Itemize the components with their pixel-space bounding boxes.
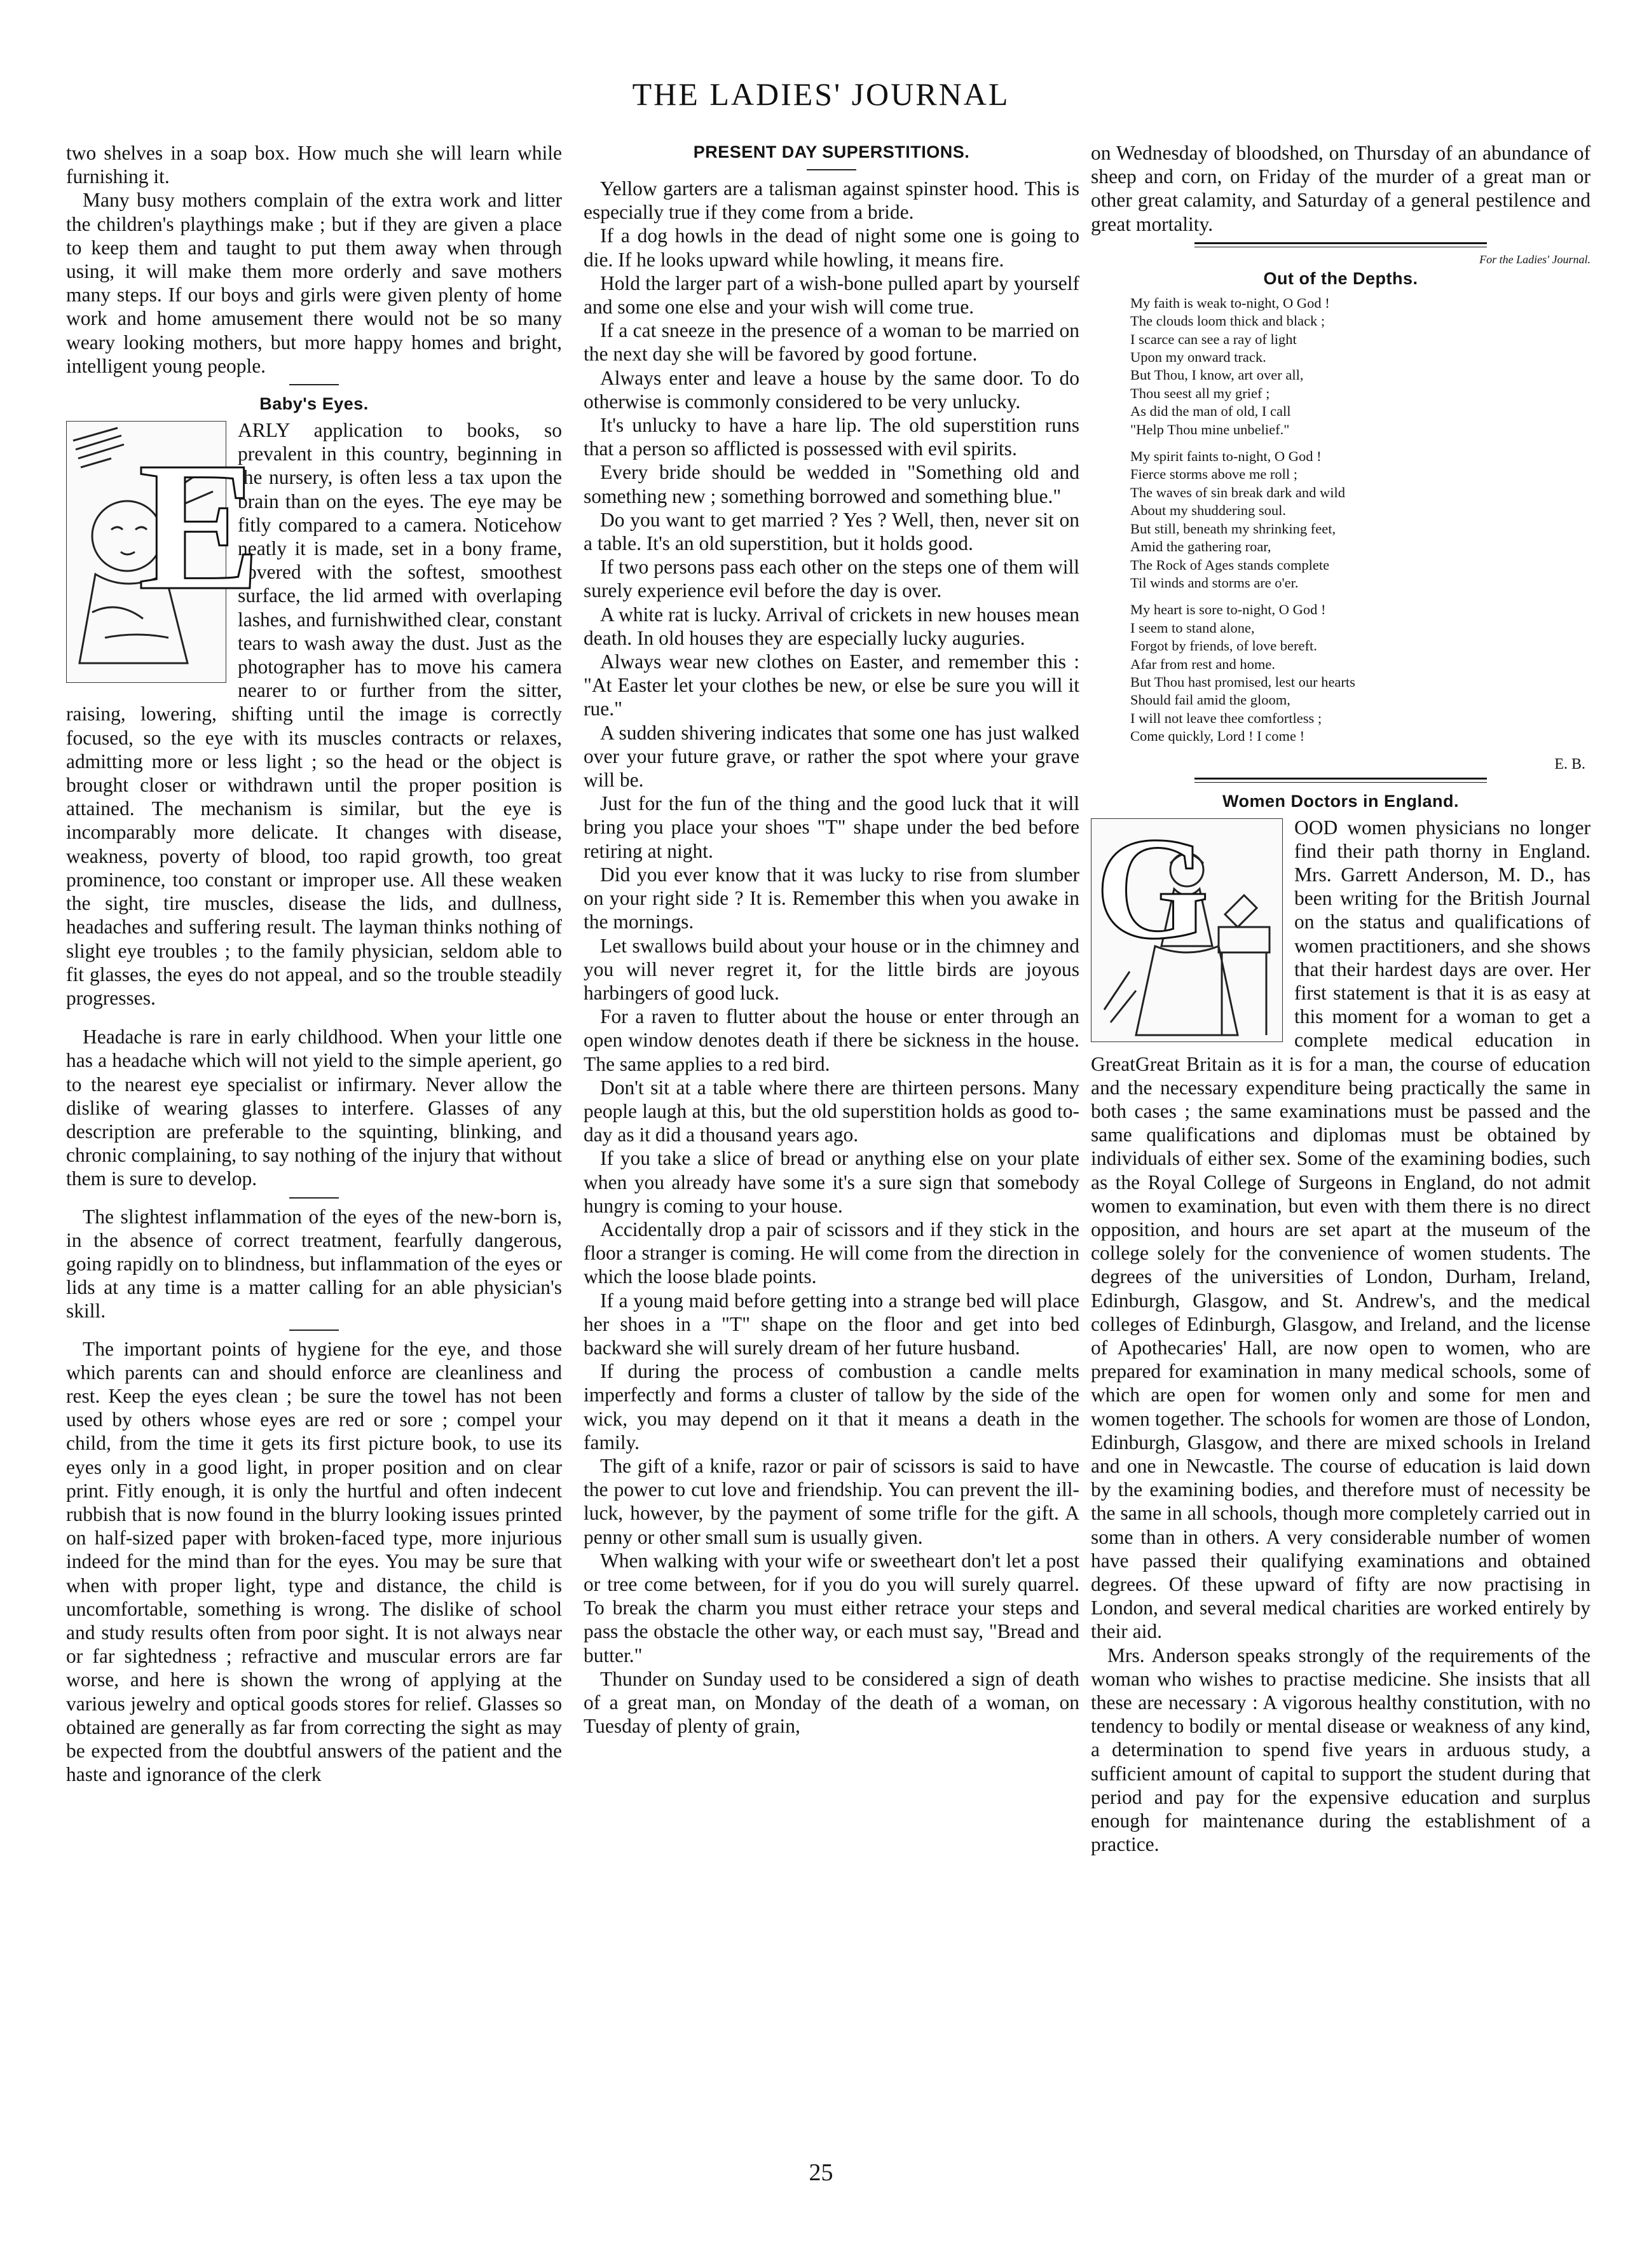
poem-line: I will not leave thee comfortless ; bbox=[1130, 710, 1322, 726]
masthead: THE LADIES' JOURNAL bbox=[632, 76, 1010, 112]
superstition-paragraph: If a dog howls in the dead of night some one is going to die. If he looks upward while howling, it means fire. bbox=[584, 224, 1079, 271]
poem-line: Come quickly, Lord ! I come ! bbox=[1130, 728, 1305, 745]
separator-rule bbox=[807, 169, 856, 170]
double-rule bbox=[1194, 242, 1487, 247]
article-paragraph: OOD women physicians no longer find their path thorny in England. Mrs. Garrett Anderson, M. D., has been writing for the British Journal on the status and qualifications of women practitioners, and she shows that their hardest days are over. Her first statement is that it is as easy at this moment for a woman to get a complete medical education in GreatGreat Britain as it is for a man, the course of education and the necessary expenditure being practically the same in both cases ; the same examinations must be passed and the same qualifications and diplomas must be obtained by individuals of either sex. Some of the examining bodies, such as the Royal College of Surgeons in England, do not admit women to examination, but even with them there is no direct opposition, and hours are set apart at the museum of the college solely for the convenience of women students. The degrees of the universities of London, Durham, Ireland, Edinburgh, Glasgow, and St. Andrew's, and the medical colleges of Edinburgh, Glasgow, and Ireland, and the license of Apothecaries' Hall, are now open to women, who are prepared for examination in many medical schools, some of which are open for women only and some for men and women together. The schools for women are those of London, Edinburgh, Glasgow, and there are mixed schools in Ireland and one in Newcastle. The course of education is laid down by the examining bodies, and therefore must of necessity be the same in all schools, though more completely carried out in some than in others. A very considerable number of women have passed their qualifying examinations and obtained degrees. Of these upward of fifty are now practising in London, and several medical charities are worked entirely by their aid. bbox=[1091, 816, 1591, 1643]
article-paragraph: ARLY application to books, so prevalent in this country, beginning in the nursery, is often less a tax upon the brain than on the eyes. The eye may be fitly compared to a camera. Noticehow neatly it is made, set in a bony frame, covered with the softest, smoothest surface, the lid armed with overlaping lashes, and furnishwithed clear, constant tears to wash away the dust. Just as the photographer has to move his camera nearer to or further from the sitter, raising, lowering, shifting until the image is correctly focused, so the eye with its muscles contracts or relaxes, admitting more or less light ; so the head or the object is brought closer or withdrawn until the proper position is attained. The mechanism is similar, but the eye is incomparably more delicate. It changes with disease, weakness, poverty of blood, too rapid growth, too great prominence, too constant or improper use. All these weaken the sight, tire muscles, disease the lids, and dullness, headaches and suffering result. The layman thinks nothing of slight eye troubles ; to the family physician, seldom able to fit glasses, the eyes do not appeal, and so the trouble steadily progresses. bbox=[66, 419, 562, 1009]
drop-cap-letter: G bbox=[1095, 806, 1209, 969]
article-paragraph: The slightest inflammation of the eyes of the new-born is, in the absence of correct treatment, fearfully dangerous, going rapidly on to blindness, but inflammation of the eyes or lids at any time is a matter calling for an able physician's skill. bbox=[66, 1205, 562, 1323]
poem-line: My spirit faints to-night, O God ! bbox=[1130, 448, 1322, 465]
poem-stanza bbox=[1130, 294, 1591, 439]
poem-line: I scarce can see a ray of light bbox=[1130, 331, 1297, 347]
column-left bbox=[66, 141, 562, 2201]
superstition-paragraph: Always enter and leave a house by the same door. To do otherwise is commonly considered to be very unlucky. bbox=[584, 366, 1079, 413]
poem-line: As did the man of old, I call bbox=[1130, 403, 1291, 420]
poem-line: Forgot by friends, of love bereft. bbox=[1130, 638, 1317, 654]
poem-line: But Thou, I know, art over all, bbox=[1130, 367, 1304, 383]
superstition-paragraph: Do you want to get married ? Yes ? Well, then, never sit on a table. It's an old superstition, but it holds good. bbox=[584, 508, 1079, 555]
poem-line: Til winds and storms are o'er. bbox=[1130, 574, 1299, 591]
superstition-paragraph: If a young maid before getting into a strange bed will place her shoes in a "T" shape on the floor and get into bed backward she will surely dream of her future husband. bbox=[584, 1289, 1079, 1359]
poem-line: About my shuddering soul. bbox=[1130, 502, 1286, 519]
poem-line: The waves of sin break dark and wild bbox=[1130, 484, 1346, 500]
superstition-paragraph: A white rat is lucky. Arrival of crickets in new houses mean death. In old houses they are especially lucky auguries. bbox=[584, 603, 1079, 649]
page-number: 25 bbox=[809, 2159, 833, 2186]
superstition-paragraph: Every bride should be wedded in "Something old and something new ; something borrowed and something blue." bbox=[584, 461, 1079, 507]
superstition-paragraph: Accidentally drop a pair of scissors and if they stick in the floor a stranger is coming. He will come from the direction in which the loose blade points. bbox=[584, 1218, 1079, 1288]
poem-line: Fierce storms above me roll ; bbox=[1130, 466, 1298, 483]
superstition-paragraph: Did you ever know that it was lucky to rise from slumber on your right side ? It is. Remember this when you awake in the mornings. bbox=[584, 863, 1079, 933]
superstition-paragraph: Hold the larger part of a wish-bone pulled apart by yourself and some one else and your wish will come true. bbox=[584, 271, 1079, 319]
article-paragraph: The important points of hygiene for the eye, and those which parents can and should enforce are cleanliness and rest. Keep the eyes clean ; be sure the towel has not been used by others whose eyes are red or sore ; compel your child, from the time it gets its first picture book, to use its eyes only in a good light, in proper position and on clear print. Fitly enough, it is only the hurtful and often indecent rubbish that is now found in the blurry looking issues printed on half-sized paper with broken-faced type, more injurious indeed for the mind than for the eyes. You may be sure that when with proper light, type and distance, the child is uncomfortable, something is wrong. The dislike of school and study results often from poor sight. It is not always near or far sightedness ; refractive and muscular errors are far worse, and here is shown the wrong of applying at the various jewelry and optical goods stores for relief. Glasses so obtained are generally as far from correcting the sight as may be expected from the doubtful answers of the patient and the haste and ignorance of the clerk bbox=[66, 1337, 562, 1786]
poem-stanza bbox=[1130, 448, 1591, 592]
superstition-paragraph: Yellow garters are a talisman against spinster hood. This is especially true if they come from a bride. bbox=[584, 177, 1079, 224]
poem-line: Should fail amid the gloom, bbox=[1130, 692, 1290, 708]
separator-rule bbox=[289, 1197, 339, 1199]
poem-line: "Help Thou mine unbelief." bbox=[1130, 421, 1290, 437]
article-paragraph: Many busy mothers complain of the extra work and litter the children's playthings make ; but if they are given a place to keep them and taught to put them away when through using, it will make them more orderly and save mothers many steps. If our boys and girls were given plenty of home work and home amusement there would not be so many weary looking mothers, but more happy homes and bright, intelligent young people. bbox=[66, 189, 562, 377]
poem bbox=[1130, 294, 1591, 746]
superstition-paragraph: It's unlucky to have a hare lip. The old superstition runs that a person so afflicted is possessed with evil spirits. bbox=[584, 414, 1079, 460]
article-paragraph: Headache is rare in early childhood. When your little one has a headache which will not yield to the simple aperient, go to the nearest eye specialist or infirmary. Never allow the dislike of wearing glasses to interfere. Glasses of any description are preferable to the squinting, blinking, and chronic complaining, to say nothing of the injury that without them is sure to develop. bbox=[66, 1026, 562, 1190]
separator-rule bbox=[289, 384, 339, 385]
poem-signature: E. B. bbox=[1554, 755, 1585, 773]
superstition-paragraph: The gift of a knife, razor or pair of scissors is said to have the power to cut love and friendship. You can prevent the ill-luck, however, by the payment of some trifle for the gift. A penny or other small sum is usually given. bbox=[584, 1454, 1079, 1548]
superstition-paragraph: For a raven to flutter about the house or enter through an open window denotes death if there be sickness in the house. The same applies to a red bird. bbox=[584, 1005, 1079, 1075]
superstition-paragraph: Don't sit at a table where there are thirteen persons. Many people laugh at this, but the old superstition holds as good to-day as it did a thousand years ago. bbox=[584, 1076, 1079, 1146]
superstition-paragraph: If two persons pass each other on the steps one of them will surely experience evil before the day is over. bbox=[584, 556, 1079, 602]
poem-credit: For the Ladies' Journal. bbox=[1479, 252, 1591, 266]
superstition-paragraph: If you take a slice of bread or anything else on your plate when you already have some it's a sure sign that somebody hungry is coming to your house. bbox=[584, 1147, 1079, 1217]
superstition-paragraph: Just for the fun of the thing and the good luck that it will bring you place your shoes "T" shape under the bed before retiring at night. bbox=[584, 792, 1079, 862]
article-heading-babys-eyes: Baby's Eyes. bbox=[259, 394, 369, 414]
poem-line: But Thou hast promised, lest our hearts bbox=[1130, 673, 1355, 690]
article-heading-superstitions: PRESENT DAY SUPERSTITIONS. bbox=[693, 142, 970, 162]
drop-cap-illustration bbox=[1091, 806, 1283, 1042]
superstition-paragraph: If during the process of combustion a candle melts imperfectly and forms a cluster of tallow by the side of the wick, you may depend on it that it means a death in the family. bbox=[584, 1360, 1079, 1454]
column-right bbox=[1091, 141, 1591, 2201]
superstition-paragraph: Let swallows build about your house or in the chimney and you will never regret it, for the little birds are joyous harbingers of good luck. bbox=[584, 934, 1079, 1004]
poem-title: Out of the Depths. bbox=[1263, 268, 1418, 288]
poem-line: My heart is sore to-night, O God ! bbox=[1130, 601, 1326, 618]
article-paragraph: two shelves in a soap box. How much she will learn while furnishing it. bbox=[66, 142, 562, 188]
superstition-paragraph: A sudden shivering indicates that some one has just walked over your future grave, or rather the spot where your grave will be. bbox=[584, 721, 1079, 792]
drop-cap-letter: E bbox=[138, 424, 261, 629]
double-rule bbox=[1194, 778, 1487, 783]
poem-line: Thou seest all my grief ; bbox=[1130, 385, 1270, 401]
superstition-paragraph: When walking with your wife or sweetheart don't let a post or tree come between, for if you do you will surely quarrel. To break the charm you must either retrace your steps and pass the obstacle the other way, or each must say, "Bread and butter." bbox=[584, 1549, 1079, 1667]
superstition-paragraph: If a cat sneeze in the presence of a woman to be married on the next day she will be favored by good fortune. bbox=[584, 319, 1079, 366]
article-heading-women-doctors: Women Doctors in England. bbox=[1222, 791, 1460, 811]
baby-illustration bbox=[66, 421, 261, 683]
superstition-paragraph: Thunder on Sunday used to be considered a sign of death of a great man, on Monday of the death of a woman, on Tuesday of plenty of grain, bbox=[584, 1667, 1079, 1738]
article-paragraph: Mrs. Anderson speaks strongly of the requirements of the woman who wishes to practise medicine. She insists that all these are necessary : A vigorous healthy constitution, with no tendency to bodily or mental disease or weakness of any kind, a determination to spend five years in arduous study, a sufficient amount of capital to support the student during that period and pay for the expensive education and surplus enough for maintenance during the establishment of a practice. bbox=[1091, 1644, 1591, 1856]
poem-line: I seem to stand alone, bbox=[1130, 619, 1255, 636]
superstitions-list bbox=[584, 177, 1079, 1738]
poem-line: The Rock of Ages stands complete bbox=[1130, 556, 1330, 573]
poem-line: My faith is weak to-night, O God ! bbox=[1130, 294, 1330, 311]
separator-rule bbox=[289, 1330, 339, 1331]
poem-line: Amid the gathering roar, bbox=[1130, 539, 1271, 555]
article-paragraph: on Wednesday of bloodshed, on Thursday of an abundance of sheep and corn, on Friday of the murder of a great man or other great calamity, and Saturday of a general pestilence and great mortality. bbox=[1091, 142, 1591, 235]
poem-line: Upon my onward track. bbox=[1130, 349, 1266, 366]
poem-line: The clouds loom thick and black ; bbox=[1130, 313, 1325, 329]
poem-line: But still, beneath my shrinking feet, bbox=[1130, 520, 1336, 537]
poem-stanza bbox=[1130, 601, 1591, 745]
drop-cap-illustration bbox=[66, 421, 261, 683]
woman-writing-illustration bbox=[1091, 806, 1283, 1042]
column-middle bbox=[584, 141, 1079, 2201]
poem-line: Afar from rest and home. bbox=[1130, 656, 1276, 672]
superstition-paragraph: Always wear new clothes on Easter, and remember this : "At Easter let your clothes be new, or else be sure you will it rue." bbox=[584, 650, 1079, 720]
